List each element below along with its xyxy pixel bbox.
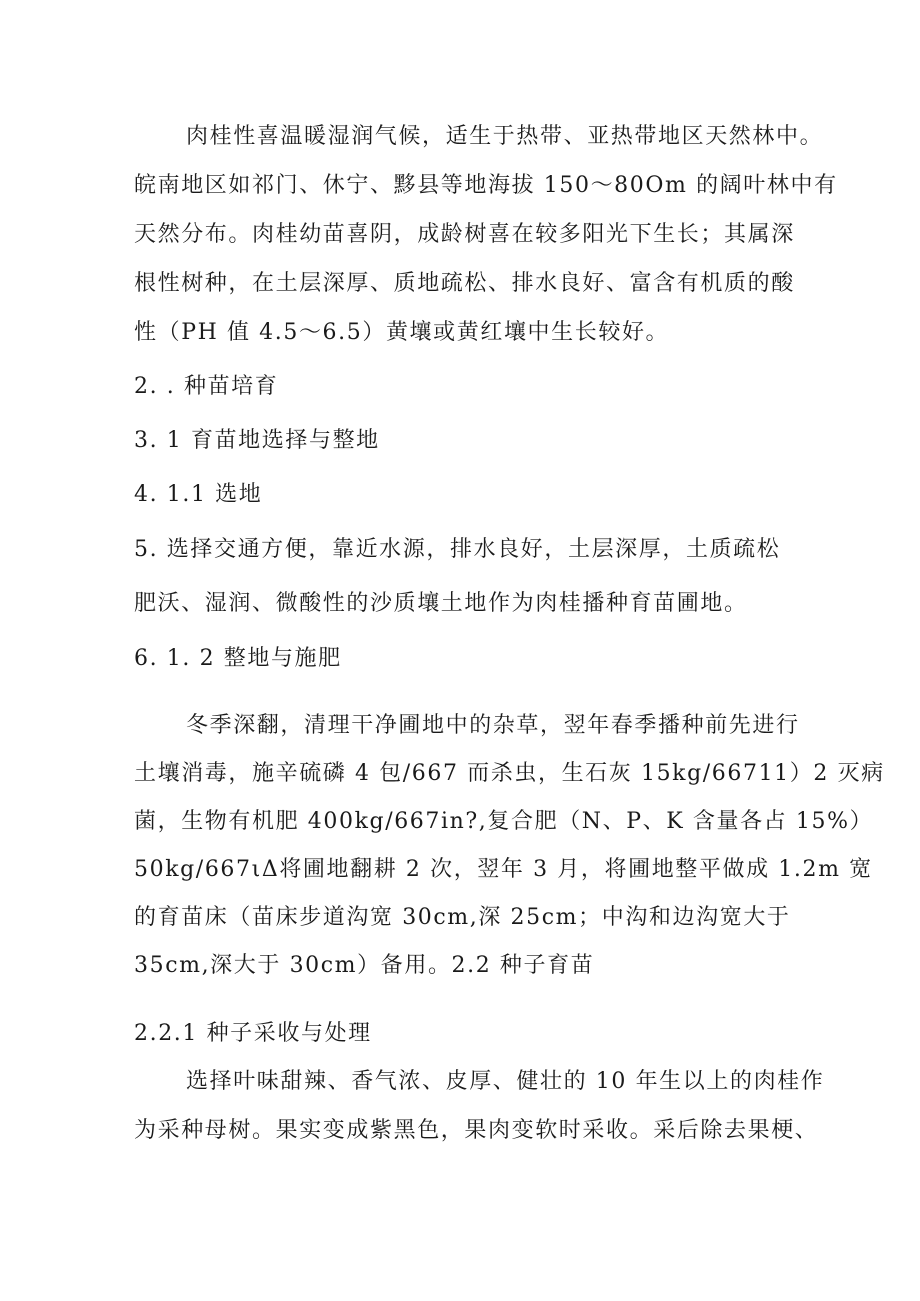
paragraph-line: 选择叶味甜辣、香气浓、皮厚、健壮的 10 年生以上的肉桂作 <box>186 1069 825 1094</box>
paragraph-line: 皖南地区如祁门、休宁、黟县等地海拔 150～80Om 的阔叶林中有 <box>134 173 838 198</box>
paragraph-line: 肉桂性喜温暖湿润气候，适生于热带、亚热带地区天然林中。 <box>186 124 824 149</box>
section-heading: 2. . 种苗培育 <box>134 374 279 399</box>
paragraph-line: 肥沃、湿润、微酸性的沙质壤土地作为肉桂播种育苗圃地。 <box>134 591 748 616</box>
paragraph-line: 35cm,深大于 30cm）备用。2.2 种子育苗 <box>134 953 595 978</box>
paragraph-line: 天然分布。肉桂幼苗喜阴，成龄树喜在较多阳光下生长；其属深 <box>134 222 795 247</box>
paragraph-line: 根性树种，在土层深厚、质地疏松、排水良好、富含有机质的酸 <box>134 271 795 296</box>
paragraph-line: 冬季深翻，清理干净圃地中的杂草，翌年春季播种前先进行 <box>186 713 800 738</box>
section-heading: 2.2.1 种子采收与处理 <box>134 1021 372 1046</box>
section-heading: 3. 1 育苗地选择与整地 <box>134 428 380 453</box>
paragraph-line: 为采种母树。果实变成紫黑色，果肉变软时采收。采后除去果梗、 <box>134 1118 819 1143</box>
paragraph-line: 5. 选择交通方便，靠近水源，排水良好，土层深厚，土质疏松 <box>134 537 781 562</box>
section-heading: 6. 1. 2 整地与施肥 <box>134 646 342 671</box>
paragraph-line: 菌，生物有机肥 400kg/667in?,复合肥（N、P、K 含量各占 15%） <box>134 809 874 834</box>
paragraph-line: 的育苗床（苗床步道沟宽 30cm,深 25cm；中沟和边沟宽大于 <box>134 905 791 930</box>
paragraph-line: 土壤消毒，施辛硫磷 4 包/667 而杀虫，生石灰 15kg/66711）2 灭病 <box>134 761 885 786</box>
section-heading: 4. 1.1 选地 <box>134 482 263 507</box>
paragraph-line: 50kg/667ιΔ将圃地翻耕 2 次，翌年 3 月，将圃地整平做成 1.2m 宽 <box>134 857 873 882</box>
paragraph-line: 性（PH 值 4.5～6.5）黄壤或黄红壤中生长较好。 <box>134 320 670 345</box>
